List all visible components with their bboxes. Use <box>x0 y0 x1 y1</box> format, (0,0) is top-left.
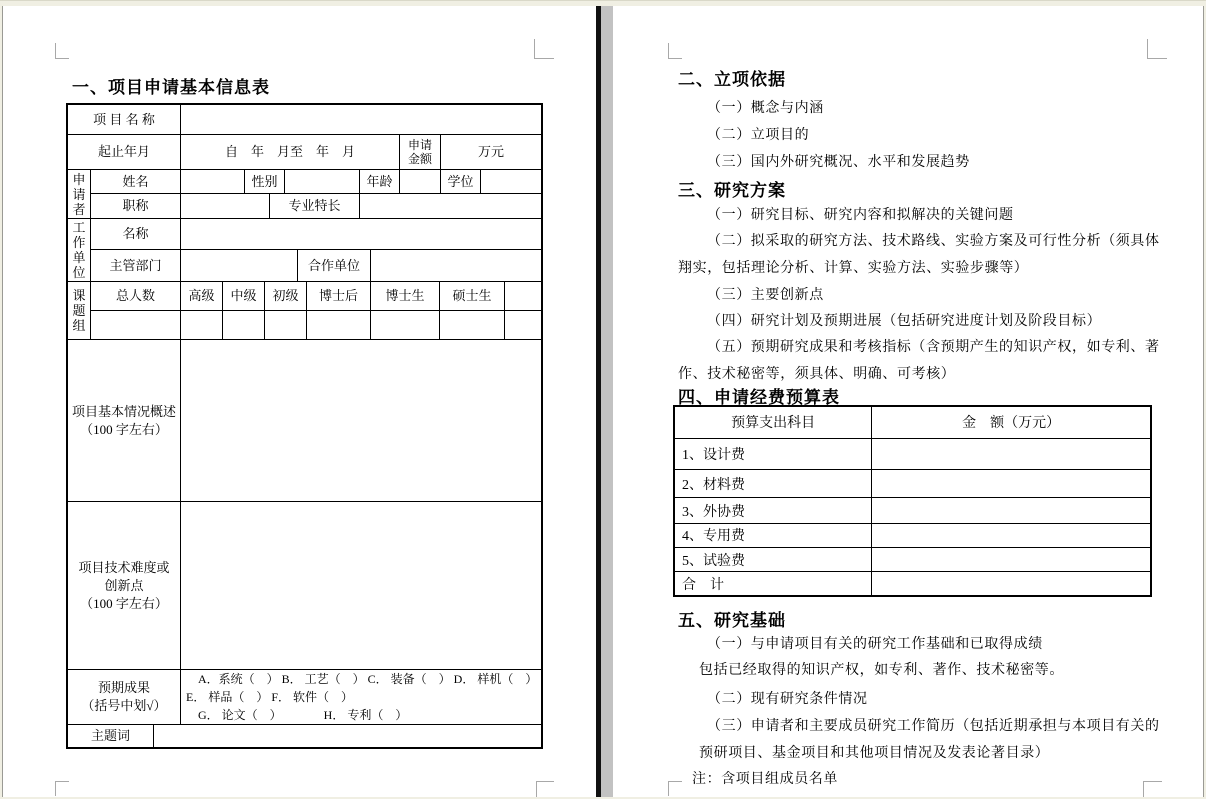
duration-value-cell[interactable]: 自 年 月至 年 月 <box>181 135 400 170</box>
team-phd-value-cell[interactable] <box>371 311 440 340</box>
budget-amount-cell[interactable] <box>872 523 1151 547</box>
budget-col2-header: 金 额（万元） <box>872 406 1151 438</box>
budget-row-label: 2、材料费 <box>674 470 872 498</box>
page-left <box>2 6 596 797</box>
budget-col1-header: 预算支出科目 <box>674 406 872 438</box>
section3-item-3: （三）主要创新点 <box>707 288 824 303</box>
amount-label <box>400 135 441 170</box>
margin-crop-mark <box>668 43 682 59</box>
margin-crop-mark <box>668 781 682 796</box>
budget-row-label: 4、专用费 <box>674 523 872 547</box>
page-title: 一、项目申请基本信息表 <box>72 78 270 98</box>
team-extra-value-cell[interactable] <box>505 311 541 340</box>
section3-item-5a: （五）预期研究成果和考核指标（含预期产生的知识产权，如专利、著 <box>707 340 1160 355</box>
overview-label: 项目基本情况概述 （100 字左右） <box>68 340 181 502</box>
project-info-table <box>66 103 543 749</box>
team-postdoc-value-cell[interactable] <box>307 311 371 340</box>
specialty-label: 专业特长 <box>270 194 360 219</box>
difficulty-label: 项目技术难度或 创新点 （100 字左右） <box>68 502 181 670</box>
project-name-label: 项 目 名 称 <box>68 105 181 135</box>
outcome-label: 预期成果 （括号中划√） <box>68 670 181 725</box>
team-extra-header-cell <box>505 282 541 311</box>
budget-row-label: 5、试验费 <box>674 547 872 571</box>
section-heading-2: 二、立项依据 <box>678 70 786 90</box>
amount-label-line1: 申请 <box>407 138 432 152</box>
margin-crop-mark <box>1147 39 1167 59</box>
section3-item-2a: （二）拟采取的研究方法、技术路线、实验方案及可行性分析（须具体 <box>707 234 1160 249</box>
section-heading-5: 五、研究基础 <box>678 611 786 631</box>
section5-item-2: （二）现有研究条件情况 <box>707 692 868 707</box>
unit-name-value-cell[interactable] <box>181 219 541 250</box>
amount-unit-cell[interactable]: 万元 <box>441 135 541 170</box>
section3-item-4: （四）研究计划及预期进展（包括研究进度计划及阶段目标） <box>707 314 1102 329</box>
section5-item-3a: （三）申请者和主要成员研究工作简历（包括近期承担与本项目有关的 <box>707 719 1160 734</box>
section-heading-4: 四、申请经费预算表 <box>678 388 840 408</box>
keywords-label: 主题词 <box>68 725 154 747</box>
keywords-value-cell[interactable] <box>154 725 541 747</box>
section2-item-3: （三）国内外研究概况、水平和发展趋势 <box>707 155 970 170</box>
budget-total-label: 合 计 <box>674 572 872 596</box>
job-title-label: 职称 <box>91 194 181 219</box>
budget-amount-cell[interactable] <box>872 470 1151 498</box>
margin-crop-mark <box>536 781 554 798</box>
work-unit-group-label: 工作单位 <box>68 219 91 282</box>
applicant-group-label: 申请者 <box>68 170 91 219</box>
budget-amount-cell[interactable] <box>872 498 1151 523</box>
coop-unit-value-cell[interactable] <box>371 250 541 282</box>
section2-item-1: （一）概念与内涵 <box>707 101 824 116</box>
budget-row-label: 3、外协费 <box>674 498 872 523</box>
age-label: 年龄 <box>360 170 400 194</box>
coop-unit-label: 合作单位 <box>298 250 371 282</box>
section3-item-1: （一）研究目标、研究内容和拟解决的关键问题 <box>707 208 1014 223</box>
job-title-value-cell[interactable] <box>181 194 270 219</box>
duration-label: 起止年月 <box>68 135 181 170</box>
team-total-value-cell[interactable] <box>91 311 181 340</box>
age-value-cell[interactable] <box>400 170 441 194</box>
overview-value-cell[interactable] <box>181 340 541 502</box>
section2-item-2: （二）立项目的 <box>707 128 810 143</box>
team-master-label: 硕士生 <box>440 282 505 311</box>
degree-value-cell[interactable] <box>481 170 541 194</box>
team-senior-value-cell[interactable] <box>181 311 223 340</box>
team-group-label: 课题组 <box>68 282 91 340</box>
name-value-cell[interactable] <box>181 170 245 194</box>
project-name-value-cell[interactable] <box>181 105 541 135</box>
team-junior-value-cell[interactable] <box>265 311 307 340</box>
team-master-value-cell[interactable] <box>440 311 505 340</box>
margin-crop-mark <box>1143 781 1162 798</box>
section5-note: 注：含项目组成员名单 <box>692 772 838 787</box>
page-gap <box>601 6 613 797</box>
section-heading-3: 三、研究方案 <box>678 181 786 201</box>
page-right <box>613 6 1204 797</box>
section3-item-2b: 翔实，包括理论分析、计算、实验方法、实验步骤等） <box>678 261 1029 276</box>
unit-name-label: 名称 <box>91 219 181 250</box>
amount-label-line2: 金额 <box>407 152 432 166</box>
team-senior-label: 高级 <box>181 282 223 311</box>
difficulty-value-cell[interactable] <box>181 502 541 670</box>
gender-label: 性别 <box>245 170 285 194</box>
margin-crop-mark <box>534 39 554 59</box>
team-phd-label: 博士生 <box>371 282 440 311</box>
section5-item-3b: 预研项目、基金项目和其他项目情况及发表论著目录） <box>699 746 1050 761</box>
budget-table <box>673 405 1152 597</box>
team-postdoc-label: 博士后 <box>307 282 371 311</box>
team-total-label: 总人数 <box>91 282 181 311</box>
gender-value-cell[interactable] <box>285 170 360 194</box>
section3-item-5b: 作、技术秘密等，须具体、明确、可考核） <box>678 367 956 382</box>
section5-item-1b: 包括已经取得的知识产权，如专利、著作、技术秘密等。 <box>699 663 1064 678</box>
margin-crop-mark <box>55 43 69 59</box>
team-junior-label: 初级 <box>265 282 307 311</box>
budget-amount-cell[interactable] <box>872 438 1151 469</box>
budget-total-cell[interactable] <box>872 572 1151 596</box>
budget-amount-cell[interactable] <box>872 547 1151 571</box>
dept-label: 主管部门 <box>91 250 181 282</box>
dept-value-cell[interactable] <box>181 250 298 282</box>
team-mid-value-cell[interactable] <box>223 311 265 340</box>
name-label: 姓名 <box>91 170 181 194</box>
section5-item-1: （一）与申请项目有关的研究工作基础和已取得成绩 <box>707 637 1043 652</box>
margin-crop-mark <box>55 781 69 796</box>
team-mid-label: 中级 <box>223 282 265 311</box>
outcome-options-cell[interactable]: A．系统（ ） B． 工艺（ ） C． 装备（ ） D． 样机（ ） E． 样品（ ） F． 软件（ ） G． 论文（ ） H． 专利（ ） <box>181 670 541 725</box>
budget-row-label: 1、设计费 <box>674 438 872 469</box>
degree-label: 学位 <box>441 170 481 194</box>
specialty-value-cell[interactable] <box>360 194 541 219</box>
